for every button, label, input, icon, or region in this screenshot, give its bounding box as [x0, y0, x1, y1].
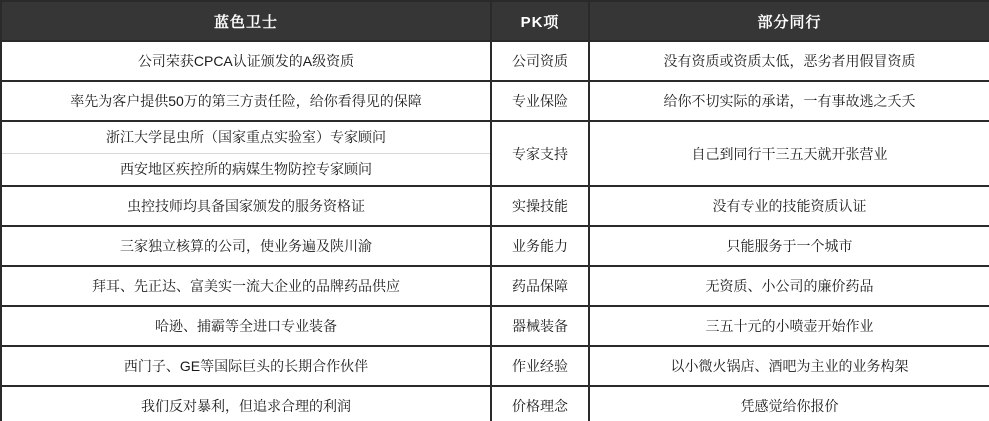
cell-pk-item: 实操技能	[491, 186, 589, 226]
cell-pk-item: 作业经验	[491, 346, 589, 386]
cell-competitor: 没有专业的技能资质认证	[589, 186, 989, 226]
cell-pk-item: 公司资质	[491, 41, 589, 81]
cell-pk-item: 器械装备	[491, 306, 589, 346]
table-row	[1, 266, 989, 306]
cell-competitor: 给你不切实际的承诺，一有事故逃之夭夭	[589, 81, 989, 121]
cell-competitor: 没有资质或资质太低，恶劣者用假冒资质	[589, 41, 989, 81]
cell-ours: 三家独立核算的公司，使业务遍及陕川渝	[1, 226, 491, 266]
table-row	[1, 121, 989, 186]
header-cell-competitors: 部分同行	[589, 1, 989, 41]
cell-competitor: 三五十元的小喷壶开始作业	[589, 306, 989, 346]
table-row	[1, 81, 989, 121]
cell-ours-line2: 西安地区疾控所的病媒生物防控专家顾问	[120, 161, 372, 177]
cell-pk-item: 药品保障	[491, 266, 589, 306]
cell-ours	[1, 121, 491, 186]
cell-competitor: 只能服务于一个城市	[589, 226, 989, 266]
header-cell-pk: PK项	[491, 1, 589, 41]
table-row	[1, 306, 989, 346]
header-cell-ours: 蓝色卫士	[1, 1, 491, 41]
table-row	[1, 186, 989, 226]
cell-ours: 率先为客户提供50万的第三方责任险，给你看得见的保障	[1, 81, 491, 121]
table-row	[1, 386, 989, 421]
cell-pk-item: 价格理念	[491, 386, 589, 421]
cell-pk-item: 专业保险	[491, 81, 589, 121]
table-row	[1, 41, 989, 81]
cell-ours: 哈逊、捕霸等全进口专业装备	[1, 306, 491, 346]
cell-pk-item: 业务能力	[491, 226, 589, 266]
cell-competitor: 凭感觉给你报价	[589, 386, 989, 421]
table-row	[1, 346, 989, 386]
cell-competitor: 无资质、小公司的廉价药品	[589, 266, 989, 306]
cell-ours: 虫控技师均具备国家颁发的服务资格证	[1, 186, 491, 226]
cell-ours: 西门子、GE等国际巨头的长期合作伙伴	[1, 346, 491, 386]
cell-ours: 我们反对暴利，但追求合理的利润	[1, 386, 491, 421]
cell-ours: 拜耳、先正达、富美实一流大企业的品牌药品供应	[1, 266, 491, 306]
cell-ours-line1: 浙江大学昆虫所（国家重点实验室）专家顾问	[2, 122, 490, 154]
cell-competitor: 自己到同行干三五天就开张营业	[589, 121, 989, 186]
cell-competitor: 以小微火锅店、酒吧为主业的业务构架	[589, 346, 989, 386]
cell-ours: 公司荣获CPCA认证颁发的A级资质	[1, 41, 491, 81]
cell-pk-item: 专家支持	[491, 121, 589, 186]
table-row	[1, 226, 989, 266]
header-row	[1, 1, 989, 41]
